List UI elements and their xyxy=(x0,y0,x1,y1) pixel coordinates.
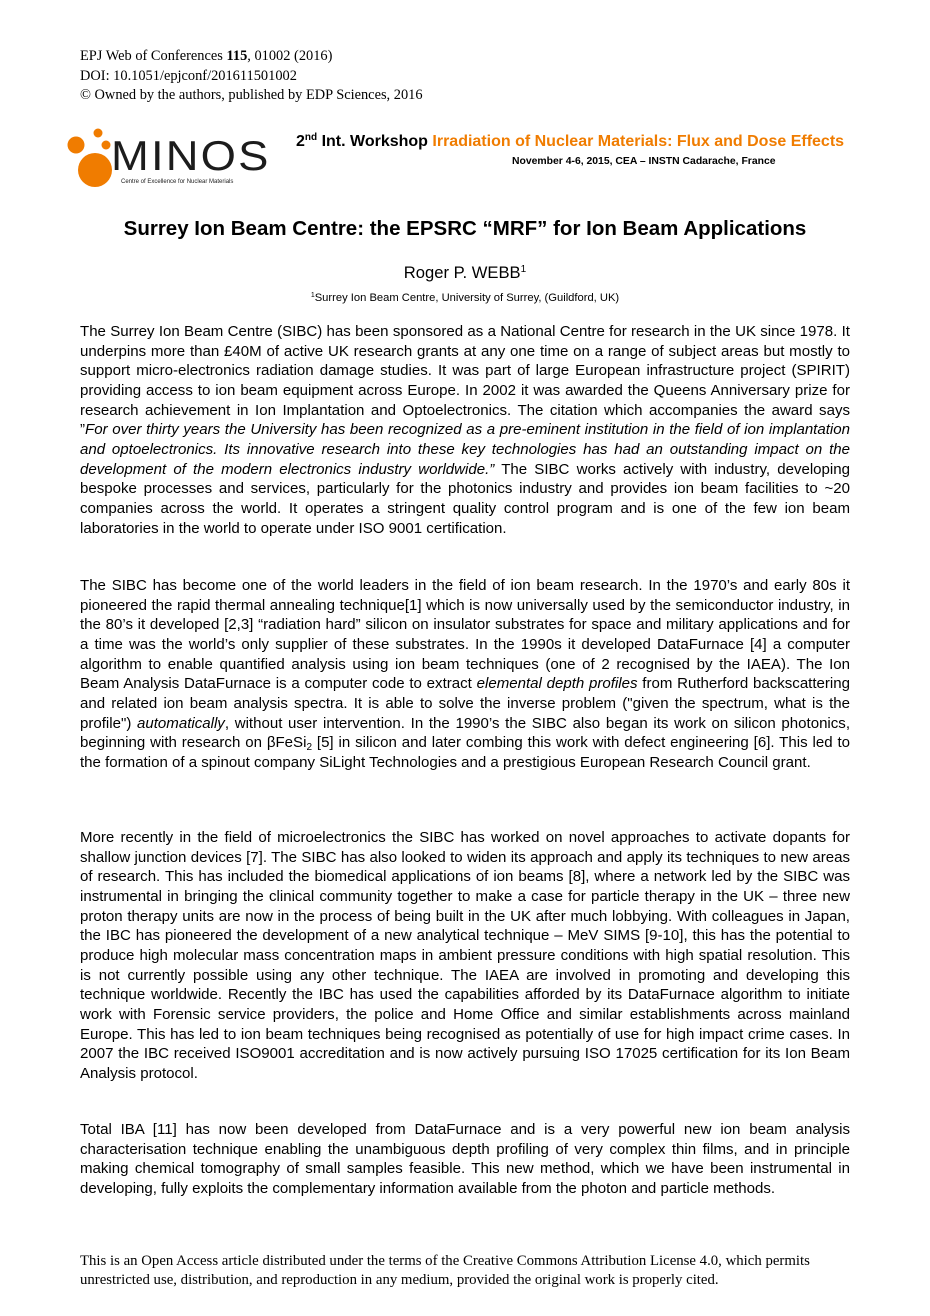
logo-wordmark: MINOS xyxy=(111,132,271,179)
paper-title: Surrey Ion Beam Centre: the EPSRC “MRF” for Ion Beam Applications xyxy=(123,217,807,240)
author-name: Roger P. WEBB xyxy=(403,263,521,282)
paragraph-2 xyxy=(80,576,850,773)
article-number: , 01002 (2016) xyxy=(247,48,333,64)
p2-emphasis-1: elemental depth profiles xyxy=(476,675,638,693)
paragraph-1 xyxy=(80,322,850,538)
p2-text-d: [5] in silicon and later combing this work with defect engineering [6]. This led to the formation of a spinout company SiLight Technologies and a prestigious European Research Council grant. xyxy=(80,734,851,771)
p4-text: Total IBA [11] has now been developed from DataFurnace and is a very powerful new ion beam analysis characterisation technique enabling the unambiguous depth profiling of very complex thin films, and in principle making chemical tomography of small samples feasible. This new method, which we have been instrumental in developing, fully exploits the complementary information available from the photon and particle methods. xyxy=(80,1121,850,1197)
p1-text-a: The Surrey Ion Beam Centre (SIBC) has been sponsored as a National Centre for research in the UK since 1978. It underpins more than £40M of active UK research grants at any one time on a range of subject areas but mostly to support micro-electronics radiation damage studies. It was part of large European infrastructure project (SPIRIT) providing access to ion beam equipment across Europe. In 2002 it was awarded the Queens Anniversary prize for research achievement in Ion Implantation and Optoelectronics. The citation which accompanies the award says ” xyxy=(80,323,850,439)
affiliation-line xyxy=(0,291,930,305)
author-line xyxy=(0,262,930,284)
workshop-theme: Irradiation of Nuclear Materials: Flux and Dose Effects xyxy=(432,133,845,150)
workshop-prefix: Int. Workshop xyxy=(317,133,433,150)
open-access-footer: This is an Open Access article distributed under the terms of the Creative Commons Attribution License 4.0, which permits unrestricted use, distribution, and reproduction in any medium, provided the original work is properly cited. xyxy=(80,1253,810,1288)
workshop-ordinal: 2 xyxy=(296,133,305,150)
p2-text-c: , without user intervention. In the 1990’s the SIBC also began its work on silicon photonics, beginning with research on βFeSi xyxy=(80,714,851,752)
journal-line xyxy=(80,47,423,67)
affiliation-sup: 1 xyxy=(310,292,315,299)
p2-subscript: 2 xyxy=(306,742,312,754)
p1-text-b: The SIBC works actively with industry, developing bespoke processes and services, particularly for the photonics industry and provides ion beam facilities to ~20 companies across the world. It operates a stringent quality control program and is one of the few ion beam laboratories in the world to operate under ISO 9001 certification. xyxy=(80,460,850,537)
paragraph-4 xyxy=(80,1120,850,1199)
doi-line: DOI: 10.1051/epjconf/201611501002 xyxy=(80,67,297,84)
p2-emphasis-2: automatically xyxy=(137,714,225,732)
citation-block xyxy=(80,47,423,106)
p3-text: More recently in the field of microelectronics the SIBC has worked on novel approaches to activate dopants for shallow junction devices [7]. The SIBC has also looked to widen its approach and apply its techniques to new areas of research. This has included the biomedical applications of ion beams [8], where a network led by the SIBC was instrumental in bringing the clinical community together to make a case for particle therapy in the UK – three new proton therapy units are now in the process of being built in the UK after much lobbying. With colleagues in Japan, the IBC has pioneered the development of a new analytical technique – MeV SIMS [9-10], this has the potential to produce high molecular mass concentration maps in ambient pressure conditions with high spatial resolution. This is not currently possible using any other technique. The IAEA are involved in promoting and developing this technique worldwide. Recently the IBC has used the capabilities afforded by its DataFurnace algorithm to initiate work with Forensic service providers, the police and Home Office and similar establishments across mainland Europe. This has led to ion beam techniques being recognised as potentially of use for high impact crime cases. In 2007 the IBC received ISO9001 accreditation and is now actively pursuing ISO 17025 certification for its Ion Beam Analysis protocol. xyxy=(80,829,850,1082)
affiliation-text: Surrey Ion Beam Centre, University of Surrey, (Guildford, UK) xyxy=(314,292,620,304)
paragraph-3 xyxy=(80,828,850,1084)
copyright-line: © Owned by the authors, published by EDP Sciences, 2016 xyxy=(80,87,423,103)
logo-tagline: Centre of Excellence for Nuclear Materials xyxy=(121,179,234,185)
p2-text-b: from Rutherford backscattering and related ion beam analysis spectra. It is able to solve the inverse problem ("given the spectrum, what is the profile") xyxy=(80,675,851,732)
workshop-ordinal-suffix: nd xyxy=(304,132,318,143)
p2-text-a: The SIBC has become one of the world leaders in the field of ion beam research. In the 1970’s and early 80s it pioneered the rapid thermal annealing technique[1] which is now universally used by the semiconductor industry, in the 80’s it developed [2,3] “radiation hard” silicon on insulator substrates for space and military applications and for a time was the world’s only supplier of these substrates. In the 1990s it developed DataFurnace [4] a computer algorithm to enable quantified analysis using ion beam techniques (one of 2 recognised by the IAEA). The Ion Beam Analysis DataFurnace is a computer code to extract xyxy=(80,577,850,693)
workshop-heading xyxy=(296,132,844,152)
author-sup: 1 xyxy=(520,264,527,275)
p1-quote: For over thirty years the University has been recognized as a pre-eminent institution in the field of ion implantation and optoelectronics. Its innovative research into these key technologies has had an outstanding impact on the development of the modern electronics industry worldwide.” xyxy=(80,421,850,478)
journal-volume: 115 xyxy=(226,48,248,64)
minos-logo xyxy=(66,128,276,190)
workshop-date-location: November 4-6, 2015, CEA – INSTN Cadarache, France xyxy=(512,156,776,167)
journal-name: EPJ Web of Conferences xyxy=(80,48,223,64)
